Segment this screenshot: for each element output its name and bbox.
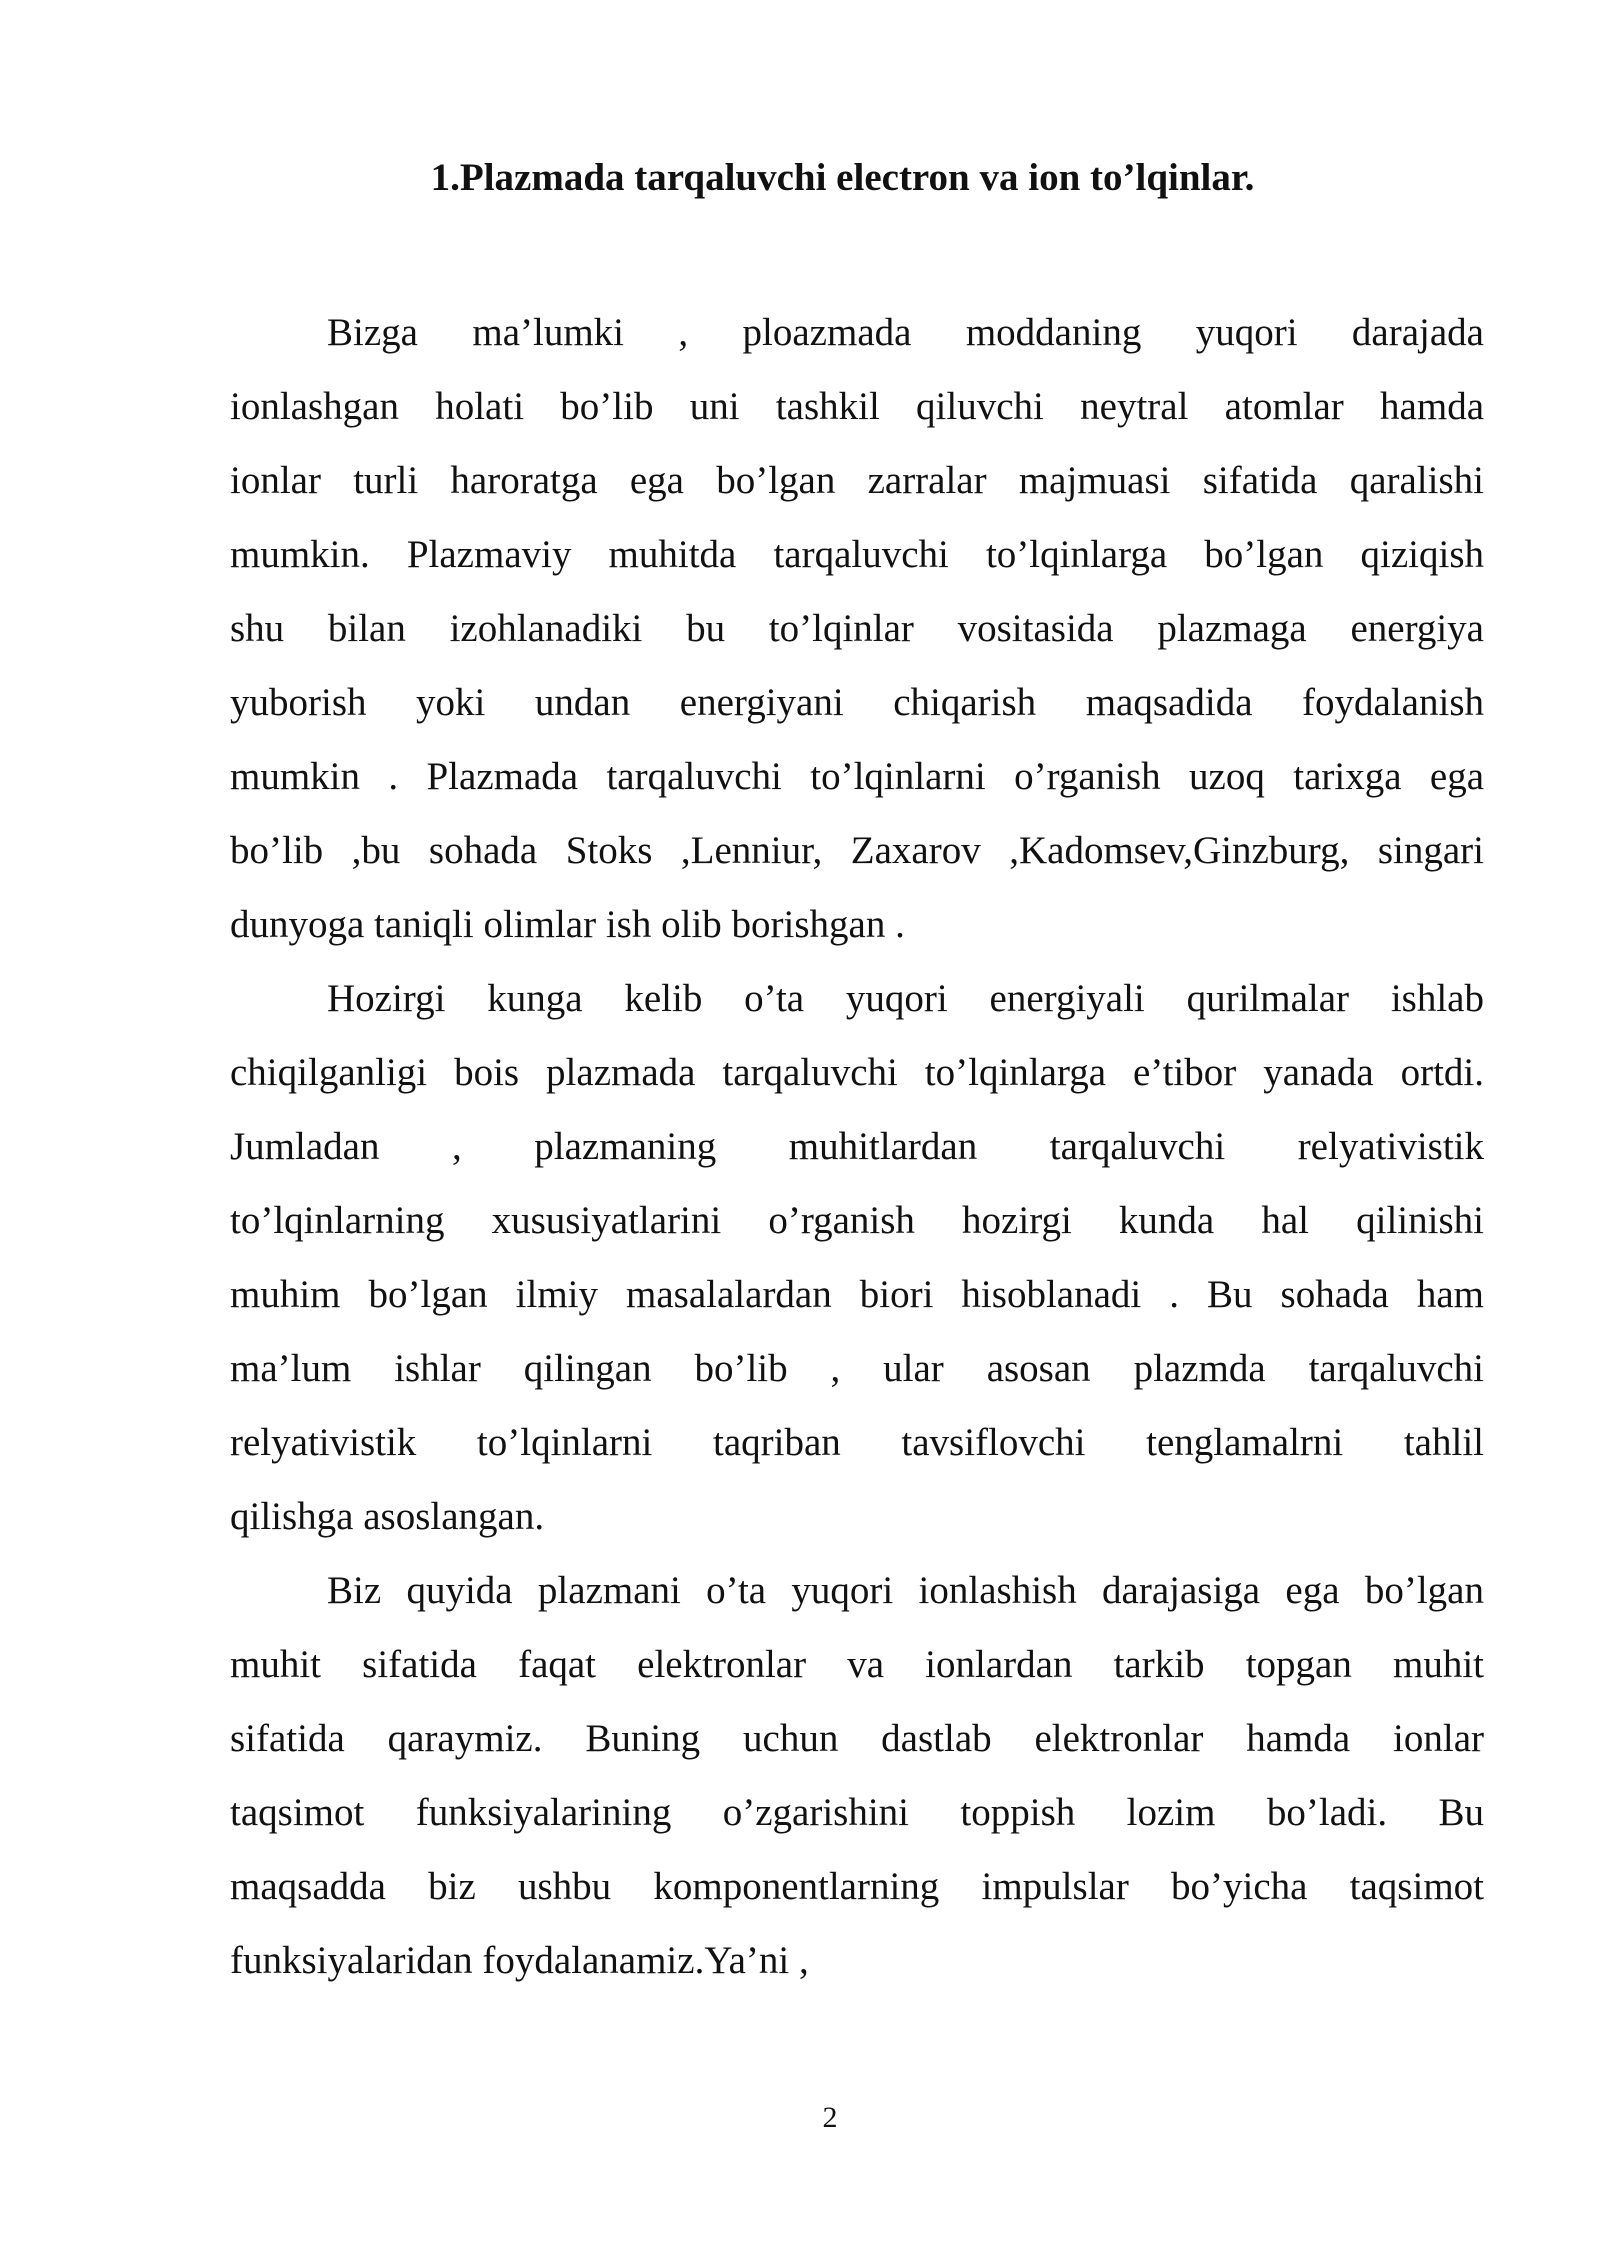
text-line: ionlashgan holati bo’lib uni tashkil qiluvchi neytral atomlar hamda — [230, 385, 1484, 428]
text-line: maqsadda biz ushbu komponentlarning impulslar bo’yicha taqsimot — [230, 1865, 1484, 1908]
text-line: ionlar turli haroratga ega bo’lgan zarralar majmuasi sifatida qaralishi — [230, 459, 1484, 502]
text-line: dunyoga taniqli olimlar ish olib borishgan . — [230, 903, 905, 946]
text-line: funksiyalaridan foydalanamiz.Ya’ni , — [230, 1939, 809, 1982]
paragraph — [230, 296, 1484, 962]
text-line: shu bilan izohlanadiki bu to’lqinlar vositasida plazmaga energiya — [230, 607, 1484, 650]
text-line: relyativistik to’lqinlarni taqriban tavsiflovchi tenglamalrni tahlil — [230, 1421, 1484, 1464]
text-line: mumkin. Plazmaviy muhitda tarqaluvchi to’lqinlarga bo’lgan qiziqish — [230, 533, 1484, 576]
document-title: 1.Plazmada tarqaluvchi electron va ion to’lqinlar. — [430, 156, 1255, 199]
page-number: 2 — [822, 2101, 838, 2134]
text-line: Jumladan , plazmaning muhitlardan tarqaluvchi relyativistik — [230, 1125, 1484, 1168]
text-line: mumkin . Plazmada tarqaluvchi to’lqinlarni o’rganish uzoq tarixga ega — [230, 755, 1484, 798]
text-line: qilishga asoslangan. — [230, 1495, 545, 1538]
paragraph — [230, 962, 1484, 1554]
text-line: Hozirgi kunga kelib o’ta yuqori energiyali qurilmalar ishlab — [327, 977, 1484, 1020]
text-line: muhit sifatida faqat elektronlar va ionlardan tarkib topgan muhit — [230, 1643, 1484, 1686]
text-line: muhim bo’lgan ilmiy masalalardan biori hisoblanadi . Bu sohada ham — [230, 1273, 1484, 1316]
document-body — [230, 296, 1484, 1998]
text-line: sifatida qaraymiz. Buning uchun dastlab elektronlar hamda ionlar — [230, 1717, 1484, 1760]
paragraph — [230, 1554, 1484, 1998]
text-line: chiqilganligi bois plazmada tarqaluvchi to’lqinlarga e’tibor yanada ortdi. — [230, 1051, 1484, 1094]
text-line: bo’lib ,bu sohada Stoks ,Lenniur, Zaxarov ,Kadomsev,Ginzburg, singari — [230, 829, 1484, 872]
text-line: yuborish yoki undan energiyani chiqarish maqsadida foydalanish — [230, 681, 1484, 724]
text-line: Bizga ma’lumki , ploazmada moddaning yuqori darajada — [327, 311, 1484, 354]
text-line: to’lqinlarning xususiyatlarini o’rganish hozirgi kunda hal qilinishi — [230, 1199, 1484, 1242]
text-line: ma’lum ishlar qilingan bo’lib , ular asosan plazmda tarqaluvchi — [230, 1347, 1484, 1390]
text-line: Biz quyida plazmani o’ta yuqori ionlashish darajasiga ega bo’lgan — [327, 1569, 1484, 1612]
text-line: taqsimot funksiyalarining o’zgarishini toppish lozim bo’ladi. Bu — [230, 1791, 1484, 1834]
